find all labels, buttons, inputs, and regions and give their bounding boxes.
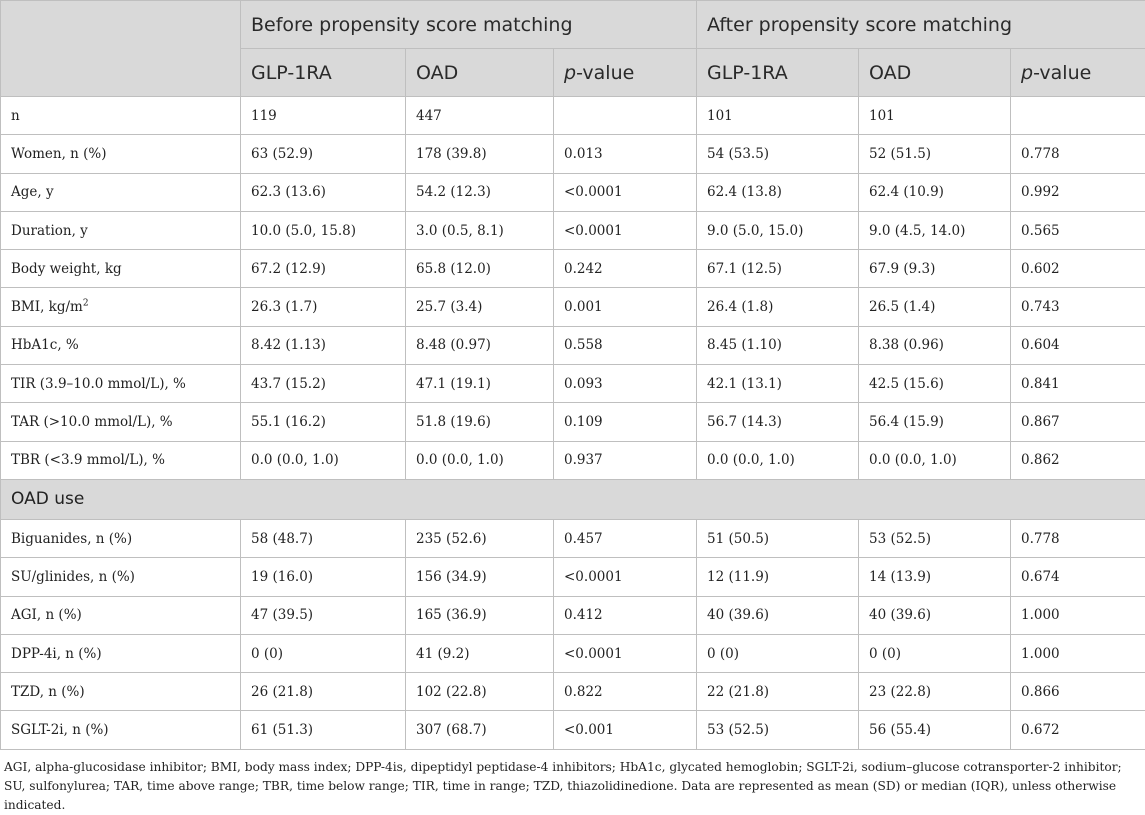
table-row <box>1 250 1145 288</box>
before-pvalue-cell: <0.0001 <box>554 173 697 211</box>
p-rest: -value <box>1033 62 1091 84</box>
before-pvalue-cell: 0.822 <box>554 673 697 711</box>
after-oad-cell: 9.0 (4.5, 14.0) <box>859 211 1011 249</box>
after-oad-cell: 14 (13.9) <box>859 558 1011 596</box>
p-italic: p <box>1021 62 1033 84</box>
before-pvalue-cell: 0.937 <box>554 441 697 479</box>
table-row <box>1 596 1145 634</box>
row-label: TIR (3.9–10.0 mmol/L), % <box>1 365 241 403</box>
row-label: Women, n (%) <box>1 135 241 173</box>
before-pvalue-cell: 0.109 <box>554 403 697 441</box>
row-label: SGLT-2i, n (%) <box>1 711 241 749</box>
before-glp-cell: 19 (16.0) <box>241 558 406 596</box>
before-glp-cell: 0 (0) <box>241 634 406 672</box>
after-oad-cell: 101 <box>859 97 1011 135</box>
row-label: TBR (<3.9 mmol/L), % <box>1 441 241 479</box>
after-pvalue-cell: 0.604 <box>1011 326 1145 364</box>
after-pvalue-cell: 1.000 <box>1011 634 1145 672</box>
after-glp-cell: 22 (21.8) <box>697 673 859 711</box>
after-pvalue-cell <box>1011 97 1145 135</box>
before-oad-cell: 102 (22.8) <box>406 673 554 711</box>
after-glp-cell: 26.4 (1.8) <box>697 288 859 326</box>
after-pvalue-cell: 0.743 <box>1011 288 1145 326</box>
table-row <box>1 173 1145 211</box>
before-oad-cell: 447 <box>406 97 554 135</box>
after-pvalue-cell: 0.602 <box>1011 250 1145 288</box>
before-oad-cell: 51.8 (19.6) <box>406 403 554 441</box>
table-row <box>1 135 1145 173</box>
after-oad-cell: 0.0 (0.0, 1.0) <box>859 441 1011 479</box>
before-glp-cell: 58 (48.7) <box>241 519 406 557</box>
table-row <box>1 211 1145 249</box>
after-pvalue-cell: 0.841 <box>1011 365 1145 403</box>
after-glp-cell: 67.1 (12.5) <box>697 250 859 288</box>
before-glp-cell: 26 (21.8) <box>241 673 406 711</box>
before-pvalue-cell: <0.0001 <box>554 558 697 596</box>
before-glp-cell: 62.3 (13.6) <box>241 173 406 211</box>
table-row <box>1 673 1145 711</box>
after-oad-cell: 40 (39.6) <box>859 596 1011 634</box>
after-glp-cell: 12 (11.9) <box>697 558 859 596</box>
row-label: TAR (>10.0 mmol/L), % <box>1 403 241 441</box>
table-body <box>1 97 1145 750</box>
table-footnote: AGI, alpha-glucosidase inhibitor; BMI, body mass index; DPP-4is, dipeptidyl peptidase-4 inhibitors; HbA1c, glycated hemoglobin; SGLT-2i, sodium–glucose cotransporter-2 inhibitor; SU, sulfonylurea; TAR, time above range; TBR, time below range; TIR, time in range; TZD, thiazolidinedione. Data are represented as mean (SD) or median (IQR), unless otherwise indicated. <box>0 758 1130 815</box>
after-pvalue-cell: 0.778 <box>1011 135 1145 173</box>
after-pvalue-cell: 0.778 <box>1011 519 1145 557</box>
before-glp-cell: 67.2 (12.9) <box>241 250 406 288</box>
after-glp-cell: 56.7 (14.3) <box>697 403 859 441</box>
before-oad-cell: 165 (36.9) <box>406 596 554 634</box>
section-label: OAD use <box>1 479 1145 519</box>
before-pvalue-cell: 0.457 <box>554 519 697 557</box>
after-glp-cell: 54 (53.5) <box>697 135 859 173</box>
before-glp-cell: 8.42 (1.13) <box>241 326 406 364</box>
before-pvalue-cell: 0.558 <box>554 326 697 364</box>
row-label <box>1 288 241 326</box>
after-oad-cell: 56 (55.4) <box>859 711 1011 749</box>
table-row <box>1 519 1145 557</box>
after-oad-cell: 53 (52.5) <box>859 519 1011 557</box>
before-glp-cell: 119 <box>241 97 406 135</box>
after-glp-cell: 62.4 (13.8) <box>697 173 859 211</box>
before-oad-cell: 307 (68.7) <box>406 711 554 749</box>
before-oad-cell: 3.0 (0.5, 8.1) <box>406 211 554 249</box>
table-row <box>1 288 1145 326</box>
row-label: Body weight, kg <box>1 250 241 288</box>
row-label: Age, y <box>1 173 241 211</box>
table-row <box>1 711 1145 749</box>
before-oad-cell: 25.7 (3.4) <box>406 288 554 326</box>
row-label: n <box>1 97 241 135</box>
col-header-after-glp: GLP-1RA <box>697 49 859 97</box>
table-row <box>1 558 1145 596</box>
section-row-oad-use <box>1 479 1145 519</box>
before-pvalue-cell: <0.001 <box>554 711 697 749</box>
after-glp-cell: 0.0 (0.0, 1.0) <box>697 441 859 479</box>
table-row <box>1 441 1145 479</box>
after-glp-cell: 53 (52.5) <box>697 711 859 749</box>
table-row <box>1 326 1145 364</box>
after-pvalue-cell: 0.867 <box>1011 403 1145 441</box>
col-header-before-oad: OAD <box>406 49 554 97</box>
before-glp-cell: 26.3 (1.7) <box>241 288 406 326</box>
before-glp-cell: 61 (51.3) <box>241 711 406 749</box>
after-oad-cell: 0 (0) <box>859 634 1011 672</box>
row-label: HbA1c, % <box>1 326 241 364</box>
before-pvalue-cell: <0.0001 <box>554 211 697 249</box>
col-header-before-pvalue <box>554 49 697 97</box>
after-glp-cell: 0 (0) <box>697 634 859 672</box>
table-row <box>1 97 1145 135</box>
col-header-after-oad: OAD <box>859 49 1011 97</box>
p-italic: p <box>564 62 576 84</box>
after-glp-cell: 51 (50.5) <box>697 519 859 557</box>
after-pvalue-cell: 0.565 <box>1011 211 1145 249</box>
before-pvalue-cell: 0.001 <box>554 288 697 326</box>
row-label: Duration, y <box>1 211 241 249</box>
after-glp-cell: 9.0 (5.0, 15.0) <box>697 211 859 249</box>
before-oad-cell: 0.0 (0.0, 1.0) <box>406 441 554 479</box>
group-header-before: Before propensity score matching <box>241 1 697 49</box>
row-label: Biguanides, n (%) <box>1 519 241 557</box>
row-label-text: BMI, kg/m <box>11 299 83 315</box>
after-pvalue-cell: 0.862 <box>1011 441 1145 479</box>
after-glp-cell: 8.45 (1.10) <box>697 326 859 364</box>
p-rest: -value <box>576 62 634 84</box>
before-glp-cell: 55.1 (16.2) <box>241 403 406 441</box>
after-oad-cell: 26.5 (1.4) <box>859 288 1011 326</box>
before-pvalue-cell: 0.093 <box>554 365 697 403</box>
before-pvalue-cell: <0.0001 <box>554 634 697 672</box>
table-row <box>1 634 1145 672</box>
table-row <box>1 403 1145 441</box>
group-header-after: After propensity score matching <box>697 1 1145 49</box>
before-oad-cell: 47.1 (19.1) <box>406 365 554 403</box>
before-glp-cell: 0.0 (0.0, 1.0) <box>241 441 406 479</box>
row-label: AGI, n (%) <box>1 596 241 634</box>
after-oad-cell: 23 (22.8) <box>859 673 1011 711</box>
before-oad-cell: 41 (9.2) <box>406 634 554 672</box>
before-oad-cell: 178 (39.8) <box>406 135 554 173</box>
row-label: DPP-4i, n (%) <box>1 634 241 672</box>
after-glp-cell: 42.1 (13.1) <box>697 365 859 403</box>
before-oad-cell: 65.8 (12.0) <box>406 250 554 288</box>
row-label: TZD, n (%) <box>1 673 241 711</box>
superscript: 2 <box>83 299 89 309</box>
after-glp-cell: 101 <box>697 97 859 135</box>
after-pvalue-cell: 0.866 <box>1011 673 1145 711</box>
after-oad-cell: 42.5 (15.6) <box>859 365 1011 403</box>
before-pvalue-cell: 0.013 <box>554 135 697 173</box>
after-oad-cell: 8.38 (0.96) <box>859 326 1011 364</box>
before-pvalue-cell: 0.412 <box>554 596 697 634</box>
before-glp-cell: 47 (39.5) <box>241 596 406 634</box>
after-oad-cell: 56.4 (15.9) <box>859 403 1011 441</box>
after-pvalue-cell: 1.000 <box>1011 596 1145 634</box>
before-oad-cell: 54.2 (12.3) <box>406 173 554 211</box>
corner-cell <box>1 1 241 97</box>
col-header-before-glp: GLP-1RA <box>241 49 406 97</box>
before-oad-cell: 156 (34.9) <box>406 558 554 596</box>
before-glp-cell: 43.7 (15.2) <box>241 365 406 403</box>
after-pvalue-cell: 0.992 <box>1011 173 1145 211</box>
after-glp-cell: 40 (39.6) <box>697 596 859 634</box>
row-label: SU/glinides, n (%) <box>1 558 241 596</box>
table-row <box>1 365 1145 403</box>
after-pvalue-cell: 0.674 <box>1011 558 1145 596</box>
before-oad-cell: 8.48 (0.97) <box>406 326 554 364</box>
after-oad-cell: 52 (51.5) <box>859 135 1011 173</box>
before-pvalue-cell: 0.242 <box>554 250 697 288</box>
after-oad-cell: 67.9 (9.3) <box>859 250 1011 288</box>
before-oad-cell: 235 (52.6) <box>406 519 554 557</box>
after-pvalue-cell: 0.672 <box>1011 711 1145 749</box>
after-oad-cell: 62.4 (10.9) <box>859 173 1011 211</box>
col-header-after-pvalue <box>1011 49 1145 97</box>
before-pvalue-cell <box>554 97 697 135</box>
before-glp-cell: 63 (52.9) <box>241 135 406 173</box>
before-glp-cell: 10.0 (5.0, 15.8) <box>241 211 406 249</box>
